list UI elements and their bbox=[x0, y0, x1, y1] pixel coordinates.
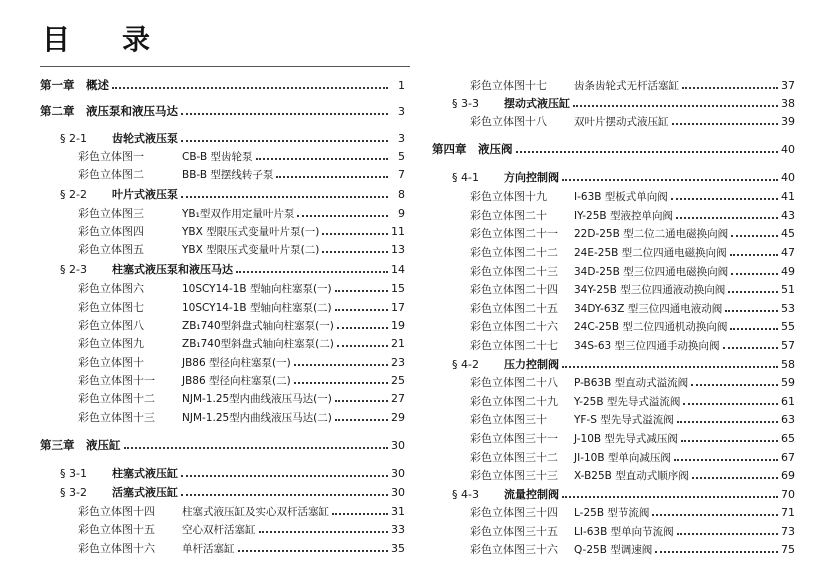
toc-entry-title: 10SCY14-1B 型轴向柱塞泵(二) bbox=[182, 302, 332, 314]
toc-leader-dots bbox=[181, 494, 388, 496]
toc-fig-row[interactable] bbox=[78, 317, 405, 333]
toc-entry-number: 彩色立体图三十 bbox=[470, 413, 547, 426]
toc-entry-title: 34DY-63Z 型三位四通电液动阀 bbox=[574, 303, 723, 315]
toc-leader-dots bbox=[181, 113, 388, 115]
toc-entry-number: 彩色立体图四 bbox=[78, 225, 144, 238]
title-char-2: 录 bbox=[122, 23, 153, 56]
toc-entry-label bbox=[470, 281, 725, 297]
toc-page-number: 30 bbox=[391, 466, 405, 480]
toc-leader-dots bbox=[692, 477, 778, 479]
toc-entry-number: § 4-2 bbox=[452, 358, 479, 371]
toc-fig-row[interactable] bbox=[78, 540, 405, 556]
toc-entry-label bbox=[78, 521, 256, 537]
toc-leader-dots bbox=[730, 254, 778, 256]
toc-entry-number: 彩色立体图六 bbox=[78, 282, 144, 295]
toc-entry-number: 彩色立体图二 bbox=[78, 168, 144, 181]
toc-fig-row[interactable] bbox=[78, 354, 405, 370]
toc-entry-number: 彩色立体图二十三 bbox=[470, 265, 558, 278]
toc-entry-label bbox=[78, 409, 332, 425]
toc-entry-number: 第一章 bbox=[40, 78, 75, 92]
toc-entry-label bbox=[470, 374, 688, 390]
toc-page-number: 69 bbox=[781, 468, 795, 482]
toc-fig-row[interactable] bbox=[78, 503, 405, 519]
toc-leader-dots bbox=[259, 531, 389, 533]
toc-page-number: 67 bbox=[781, 450, 795, 464]
toc-page-number: 21 bbox=[391, 336, 405, 350]
toc-entry-number: 彩色立体图二十五 bbox=[470, 302, 558, 315]
toc-leader-dots bbox=[562, 179, 778, 181]
toc-page-number: 33 bbox=[391, 522, 405, 536]
toc-entry-title: 活塞式液压缸 bbox=[112, 486, 178, 499]
toc-section-row[interactable] bbox=[452, 169, 795, 185]
toc-leader-dots bbox=[516, 151, 779, 153]
toc-page-number: 7 bbox=[398, 167, 405, 181]
toc-leader-dots bbox=[112, 87, 388, 89]
toc-entry-number: § 3-1 bbox=[60, 467, 87, 480]
toc-chapter-row[interactable] bbox=[40, 437, 405, 453]
toc-leader-dots bbox=[181, 140, 388, 142]
toc-fig-row[interactable] bbox=[470, 281, 795, 297]
toc-entry-title: 单杆活塞缸 bbox=[182, 543, 235, 555]
toc-leader-dots bbox=[332, 513, 388, 515]
toc-page-number: 41 bbox=[781, 189, 795, 203]
toc-fig-row[interactable] bbox=[470, 504, 795, 520]
toc-entry-title: 34S-63 型三位四通手动换向阀 bbox=[574, 340, 720, 352]
toc-entry-label bbox=[470, 430, 678, 446]
toc-entry-number: 彩色立体图二十九 bbox=[470, 395, 558, 408]
toc-entry-number: 彩色立体图十五 bbox=[78, 523, 155, 536]
toc-fig-row[interactable] bbox=[470, 430, 795, 446]
toc-page-number: 3 bbox=[398, 104, 405, 118]
toc-entry-number: 彩色立体图一 bbox=[78, 150, 144, 163]
toc-fig-row[interactable] bbox=[78, 223, 405, 239]
toc-section-row[interactable] bbox=[452, 486, 795, 502]
toc-leader-dots bbox=[236, 271, 388, 273]
toc-entry-title: 压力控制阀 bbox=[504, 358, 559, 371]
toc-leader-dots bbox=[337, 345, 388, 347]
toc-leader-dots bbox=[181, 196, 388, 198]
toc-leader-dots bbox=[238, 550, 389, 552]
toc-fig-row[interactable] bbox=[470, 393, 795, 409]
toc-entry-title: Q-25B 型调速阀 bbox=[574, 544, 653, 556]
toc-entry-title: J-10B 型先导式减压阀 bbox=[574, 433, 678, 445]
toc-leader-dots bbox=[322, 251, 388, 253]
toc-entry-label bbox=[78, 241, 319, 257]
toc-entry-title: L-25B 型节流阀 bbox=[574, 507, 650, 519]
toc-entry-title: JB86 型径向柱塞泵(一) bbox=[182, 357, 291, 369]
toc-page-number: 63 bbox=[781, 412, 795, 426]
toc-page-number: 37 bbox=[781, 78, 795, 92]
toc-entry-number: § 2-2 bbox=[60, 188, 87, 201]
toc-leader-dots bbox=[731, 273, 778, 275]
toc-fig-row[interactable] bbox=[470, 374, 795, 390]
toc-chapter-row[interactable] bbox=[40, 103, 405, 119]
toc-page-number: 9 bbox=[398, 206, 405, 220]
toc-entry-title: P-B63B 型直动式溢流阀 bbox=[574, 377, 689, 389]
toc-fig-row[interactable] bbox=[470, 411, 795, 427]
toc-entry-number: 彩色立体图十八 bbox=[470, 115, 547, 128]
toc-fig-row[interactable] bbox=[470, 113, 795, 129]
toc-leader-dots bbox=[573, 105, 778, 107]
toc-entry-number: 彩色立体图三十三 bbox=[470, 469, 558, 482]
toc-page-number: 70 bbox=[781, 487, 795, 501]
toc-fig-row[interactable] bbox=[78, 241, 405, 257]
page-title bbox=[42, 18, 152, 58]
toc-entry-title: 24E-25B 型二位四通电磁换向阀 bbox=[574, 247, 727, 259]
toc-entry-label bbox=[470, 411, 674, 427]
toc-entry-number: 彩色立体图二十四 bbox=[470, 283, 558, 296]
toc-entry-number: 彩色立体图二十一 bbox=[470, 227, 558, 240]
toc-entry-number: 彩色立体图二十八 bbox=[470, 376, 558, 389]
toc-entry-title: 齿条齿轮式无杆活塞缸 bbox=[574, 80, 679, 92]
toc-fig-row[interactable] bbox=[78, 335, 405, 351]
toc-entry-label bbox=[78, 299, 332, 315]
toc-section-row[interactable] bbox=[452, 95, 795, 111]
toc-leader-dots bbox=[335, 290, 388, 292]
toc-leader-dots bbox=[683, 403, 778, 405]
toc-entry-number: 彩色立体图八 bbox=[78, 319, 144, 332]
toc-entry-label bbox=[470, 449, 671, 465]
toc-entry-number: 彩色立体图十三 bbox=[78, 411, 155, 424]
toc-entry-label bbox=[470, 207, 673, 223]
toc-leader-dots bbox=[677, 421, 778, 423]
toc-entry-number: 第四章 bbox=[432, 142, 467, 156]
toc-leader-dots bbox=[725, 310, 778, 312]
toc-entry-label bbox=[60, 484, 178, 500]
toc-entry-title: JI-10B 型单向减压阀 bbox=[574, 452, 671, 464]
toc-chapter-row[interactable] bbox=[432, 141, 795, 157]
toc-page-number: 59 bbox=[781, 375, 795, 389]
toc-page-number: 11 bbox=[391, 224, 405, 238]
toc-entry-title: 34D-25B 型三位四通电磁换向阀 bbox=[574, 266, 729, 278]
toc-entry-label bbox=[78, 335, 334, 351]
toc-entry-label bbox=[470, 113, 669, 129]
toc-leader-dots bbox=[652, 514, 778, 516]
toc-entry-number: 彩色立体图十七 bbox=[470, 79, 547, 92]
title-divider bbox=[40, 66, 410, 67]
toc-fig-row[interactable] bbox=[470, 263, 795, 279]
toc-entry-label bbox=[78, 166, 273, 182]
toc-leader-dots bbox=[671, 198, 778, 200]
toc-section-row[interactable] bbox=[60, 465, 405, 481]
toc-fig-row[interactable] bbox=[78, 390, 405, 406]
toc-entry-number: 彩色立体图三十一 bbox=[470, 432, 558, 445]
toc-entry-number: § 4-3 bbox=[452, 488, 479, 501]
toc-entry-label bbox=[452, 169, 559, 185]
toc-page-number: 30 bbox=[391, 485, 405, 499]
toc-entry-title: ZB₁740型斜盘式轴向柱塞泵(一) bbox=[182, 320, 334, 332]
toc-entry-label bbox=[470, 467, 689, 483]
toc-entry-label bbox=[78, 354, 291, 370]
toc-leader-dots bbox=[335, 419, 388, 421]
toc-page-number: 19 bbox=[391, 318, 405, 332]
toc-section-row[interactable] bbox=[452, 356, 795, 372]
toc-entry-number: 彩色立体图三 bbox=[78, 207, 144, 220]
toc-entry-label bbox=[78, 223, 319, 239]
toc-entry-label bbox=[470, 504, 649, 520]
toc-entry-title: 液压阀 bbox=[478, 142, 513, 156]
toc-entry-label bbox=[452, 95, 570, 111]
toc-page-number: 73 bbox=[781, 524, 795, 538]
toc-entry-title: Y-25B 型先导式溢流阀 bbox=[574, 396, 681, 408]
toc-page-number: 61 bbox=[781, 394, 795, 408]
toc-entry-number: 彩色立体图十二 bbox=[78, 392, 155, 405]
toc-entry-title: 双叶片摆动式液压缸 bbox=[574, 116, 669, 128]
toc-entry-title: 叶片式液压泵 bbox=[112, 188, 178, 201]
toc-entry-label bbox=[40, 437, 121, 453]
toc-fig-row[interactable] bbox=[470, 318, 795, 334]
toc-leader-dots bbox=[730, 328, 778, 330]
toc-page-number: 57 bbox=[781, 338, 795, 352]
toc-fig-row[interactable] bbox=[470, 541, 795, 557]
toc-entry-title: 摆动式液压缸 bbox=[504, 97, 570, 110]
toc-page-number: 65 bbox=[781, 431, 795, 445]
toc-page-number: 3 bbox=[398, 131, 405, 145]
title-char-1: 目 bbox=[42, 23, 73, 56]
toc-fig-row[interactable] bbox=[470, 244, 795, 260]
toc-fig-row[interactable] bbox=[78, 521, 405, 537]
toc-entry-label bbox=[470, 188, 668, 204]
toc-entry-label bbox=[78, 390, 332, 406]
toc-leader-dots bbox=[677, 533, 778, 535]
toc-entry-label bbox=[470, 337, 720, 353]
toc-entry-label bbox=[470, 244, 727, 260]
toc-leader-dots bbox=[562, 496, 778, 498]
toc-entry-label bbox=[78, 540, 235, 556]
toc-leader-dots bbox=[674, 459, 778, 461]
toc-entry-title: 34Y-25B 型三位四通液动换向阀 bbox=[574, 284, 726, 296]
toc-leader-dots bbox=[672, 123, 779, 125]
toc-entry-title: YBX 型限压式变量叶片泵(二) bbox=[182, 244, 320, 256]
toc-entry-label bbox=[40, 103, 178, 119]
toc-entry-label bbox=[78, 372, 291, 388]
toc-entry-number: 彩色立体图二十 bbox=[470, 209, 547, 222]
toc-entry-number: 彩色立体图十四 bbox=[78, 505, 155, 518]
toc-leader-dots bbox=[655, 551, 778, 553]
toc-entry-title: X-B25B 型直动式顺序阀 bbox=[574, 470, 689, 482]
toc-leader-dots bbox=[322, 233, 388, 235]
toc-entry-label bbox=[470, 225, 728, 241]
toc-page-number: 71 bbox=[781, 505, 795, 519]
toc-entry-label bbox=[470, 318, 727, 334]
toc-entry-label bbox=[470, 263, 728, 279]
toc-entry-label bbox=[78, 503, 329, 519]
toc-entry-number: 彩色立体图七 bbox=[78, 301, 144, 314]
toc-entry-number: § 3-3 bbox=[452, 97, 479, 110]
toc-leader-dots bbox=[294, 382, 388, 384]
toc-page-number: 14 bbox=[391, 262, 405, 276]
toc-entry-title: BB-B 型摆线转子泵 bbox=[182, 169, 274, 181]
toc-leader-dots bbox=[181, 475, 388, 477]
toc-page-number: 47 bbox=[781, 245, 795, 259]
toc-entry-number: 第三章 bbox=[40, 438, 75, 452]
toc-entry-label bbox=[470, 77, 679, 93]
toc-entry-number: 彩色立体图二十六 bbox=[470, 320, 558, 333]
toc-page-number: 15 bbox=[391, 281, 405, 295]
toc-entry-number: § 2-1 bbox=[60, 132, 87, 145]
toc-entry-title: I-63B 型板式单向阀 bbox=[574, 191, 668, 203]
toc-page-number: 45 bbox=[781, 226, 795, 240]
toc-page-number: 1 bbox=[398, 78, 405, 92]
toc-entry-label bbox=[470, 300, 722, 316]
toc-fig-row[interactable] bbox=[470, 77, 795, 93]
toc-entry-label bbox=[78, 148, 253, 164]
toc-entry-number: 彩色立体图二十二 bbox=[470, 246, 558, 259]
toc-page-number: 58 bbox=[781, 357, 795, 371]
toc-leader-dots bbox=[728, 291, 778, 293]
toc-leader-dots bbox=[276, 176, 388, 178]
toc-entry-title: 10SCY14-1B 型轴向柱塞泵(一) bbox=[182, 283, 332, 295]
toc-page-number: 53 bbox=[781, 301, 795, 315]
toc-entry-title: IY-25B 型液控单向阀 bbox=[574, 210, 673, 222]
toc-page-number: 30 bbox=[391, 438, 405, 452]
toc-fig-row[interactable] bbox=[78, 205, 405, 221]
toc-entry-number: 彩色立体图十一 bbox=[78, 374, 155, 387]
toc-entry-title: NJM-1.25型内曲线液压马达(一) bbox=[182, 393, 332, 405]
toc-entry-title: LI-63B 型单向节流阀 bbox=[574, 526, 674, 538]
toc-page-number: 17 bbox=[391, 300, 405, 314]
toc-page-number: 23 bbox=[391, 355, 405, 369]
toc-entry-number: 彩色立体图十六 bbox=[78, 542, 155, 555]
toc-section-row[interactable] bbox=[60, 186, 405, 202]
toc-entry-title: 空心双杆活塞缸 bbox=[182, 524, 256, 536]
toc-fig-row[interactable] bbox=[470, 467, 795, 483]
toc-entry-title: 柱塞式液压泵和液压马达 bbox=[112, 263, 233, 276]
toc-page-number: 49 bbox=[781, 264, 795, 278]
toc-leader-dots bbox=[676, 217, 778, 219]
toc-entry-label bbox=[60, 130, 178, 146]
toc-entry-label bbox=[470, 523, 674, 539]
toc-entry-title: YBX 型限压式变量叶片泵(一) bbox=[182, 226, 320, 238]
toc-entry-number: 彩色立体图三十二 bbox=[470, 451, 558, 464]
toc-fig-row[interactable] bbox=[78, 372, 405, 388]
toc-entry-number: 彩色立体图三十五 bbox=[470, 525, 558, 538]
toc-fig-row[interactable] bbox=[470, 188, 795, 204]
toc-entry-title: YB₁型双作用定量叶片泵 bbox=[182, 208, 295, 220]
toc-page-number: 38 bbox=[781, 96, 795, 110]
toc-leader-dots bbox=[337, 327, 388, 329]
toc-fig-row[interactable] bbox=[78, 148, 405, 164]
toc-leader-dots bbox=[731, 235, 778, 237]
toc-fig-row[interactable] bbox=[78, 409, 405, 425]
toc-entry-title: JB86 型径向柱塞泵(二) bbox=[182, 375, 291, 387]
toc-leader-dots bbox=[124, 447, 389, 449]
toc-entry-label bbox=[78, 280, 332, 296]
toc-leader-dots bbox=[335, 309, 388, 311]
toc-fig-row[interactable] bbox=[78, 166, 405, 182]
toc-entry-title: 柱塞式液压缸及实心双杆活塞缸 bbox=[182, 506, 329, 518]
toc-page-number: 40 bbox=[781, 170, 795, 184]
toc-entry-title: CB-B 型齿轮泵 bbox=[182, 151, 253, 163]
toc-entry-number: § 3-2 bbox=[60, 486, 87, 499]
toc-entry-title: 24C-25B 型二位四通机动换向阀 bbox=[574, 321, 728, 333]
toc-page-number: 29 bbox=[391, 410, 405, 424]
toc-entry-number: 彩色立体图九 bbox=[78, 337, 144, 350]
toc-fig-row[interactable] bbox=[470, 207, 795, 223]
toc-leader-dots bbox=[562, 366, 778, 368]
toc-leader-dots bbox=[335, 400, 388, 402]
toc-entry-label bbox=[60, 465, 178, 481]
toc-page-number: 8 bbox=[398, 187, 405, 201]
toc-fig-row[interactable] bbox=[78, 280, 405, 296]
toc-fig-row[interactable] bbox=[470, 225, 795, 241]
toc-page-number: 43 bbox=[781, 208, 795, 222]
toc-entry-title: 液压缸 bbox=[86, 438, 121, 452]
toc-page-number: 55 bbox=[781, 319, 795, 333]
toc-chapter-row[interactable] bbox=[40, 77, 405, 93]
toc-entry-label bbox=[60, 261, 233, 277]
toc-fig-row[interactable] bbox=[470, 300, 795, 316]
toc-page-number: 75 bbox=[781, 542, 795, 556]
toc-page-number: 27 bbox=[391, 391, 405, 405]
toc-entry-label bbox=[470, 541, 652, 557]
toc-entry-label bbox=[452, 356, 559, 372]
toc-entry-number: 彩色立体图二十七 bbox=[470, 339, 558, 352]
toc-entry-number: § 4-1 bbox=[452, 171, 479, 184]
toc-section-row[interactable] bbox=[60, 484, 405, 500]
toc-entry-title: 柱塞式液压缸 bbox=[112, 467, 178, 480]
toc-entry-title: YF-S 型先导式溢流阀 bbox=[574, 414, 674, 426]
toc-fig-row[interactable] bbox=[470, 523, 795, 539]
toc-page-number: 51 bbox=[781, 282, 795, 296]
toc-page-number: 35 bbox=[391, 541, 405, 555]
toc-leader-dots bbox=[723, 347, 778, 349]
toc-page-number: 25 bbox=[391, 373, 405, 387]
toc-entry-title: 方向控制阀 bbox=[504, 171, 559, 184]
toc-section-row[interactable] bbox=[60, 130, 405, 146]
toc-entry-number: 彩色立体图三十四 bbox=[470, 506, 558, 519]
toc-entry-title: NJM-1.25型内曲线液压马达(二) bbox=[182, 412, 332, 424]
toc-entry-title: 22D-25B 型二位二通电磁换向阀 bbox=[574, 228, 729, 240]
toc-page-number: 40 bbox=[781, 142, 795, 156]
toc-entry-number: 彩色立体图十 bbox=[78, 356, 144, 369]
toc-page-number: 39 bbox=[781, 114, 795, 128]
toc-fig-row[interactable] bbox=[78, 299, 405, 315]
toc-entry-title: 概述 bbox=[86, 78, 109, 92]
toc-entry-number: 彩色立体图五 bbox=[78, 243, 144, 256]
toc-entry-number: 彩色立体图三十六 bbox=[470, 543, 558, 556]
toc-entry-label bbox=[432, 141, 513, 157]
toc-entry-title: 流量控制阀 bbox=[504, 488, 559, 501]
toc-leader-dots bbox=[691, 384, 778, 386]
toc-entry-label bbox=[78, 205, 294, 221]
toc-entry-number: 第二章 bbox=[40, 104, 75, 118]
toc-leader-dots bbox=[256, 158, 389, 160]
toc-entry-label bbox=[470, 393, 680, 409]
toc-leader-dots bbox=[682, 87, 778, 89]
toc-entry-title: ZB₁740型斜盘式轴向柱塞泵(二) bbox=[182, 338, 334, 350]
toc-entry-number: 彩色立体图十九 bbox=[470, 190, 547, 203]
toc-leader-dots bbox=[294, 364, 388, 366]
toc-page-number: 13 bbox=[391, 242, 405, 256]
toc-entry-title: 液压泵和液压马达 bbox=[86, 104, 178, 118]
toc-leader-dots bbox=[297, 215, 388, 217]
toc-entry-number: § 2-3 bbox=[60, 263, 87, 276]
toc-entry-label bbox=[78, 317, 334, 333]
toc-leader-dots bbox=[681, 440, 778, 442]
toc-fig-row[interactable] bbox=[470, 449, 795, 465]
toc-page-number: 5 bbox=[398, 149, 405, 163]
toc-entry-label bbox=[452, 486, 559, 502]
toc-section-row[interactable] bbox=[60, 261, 405, 277]
toc-entry-label bbox=[40, 77, 109, 93]
toc-entry-title: 齿轮式液压泵 bbox=[112, 132, 178, 145]
toc-fig-row[interactable] bbox=[470, 337, 795, 353]
toc-entry-label bbox=[60, 186, 178, 202]
toc-page-number: 31 bbox=[391, 504, 405, 518]
